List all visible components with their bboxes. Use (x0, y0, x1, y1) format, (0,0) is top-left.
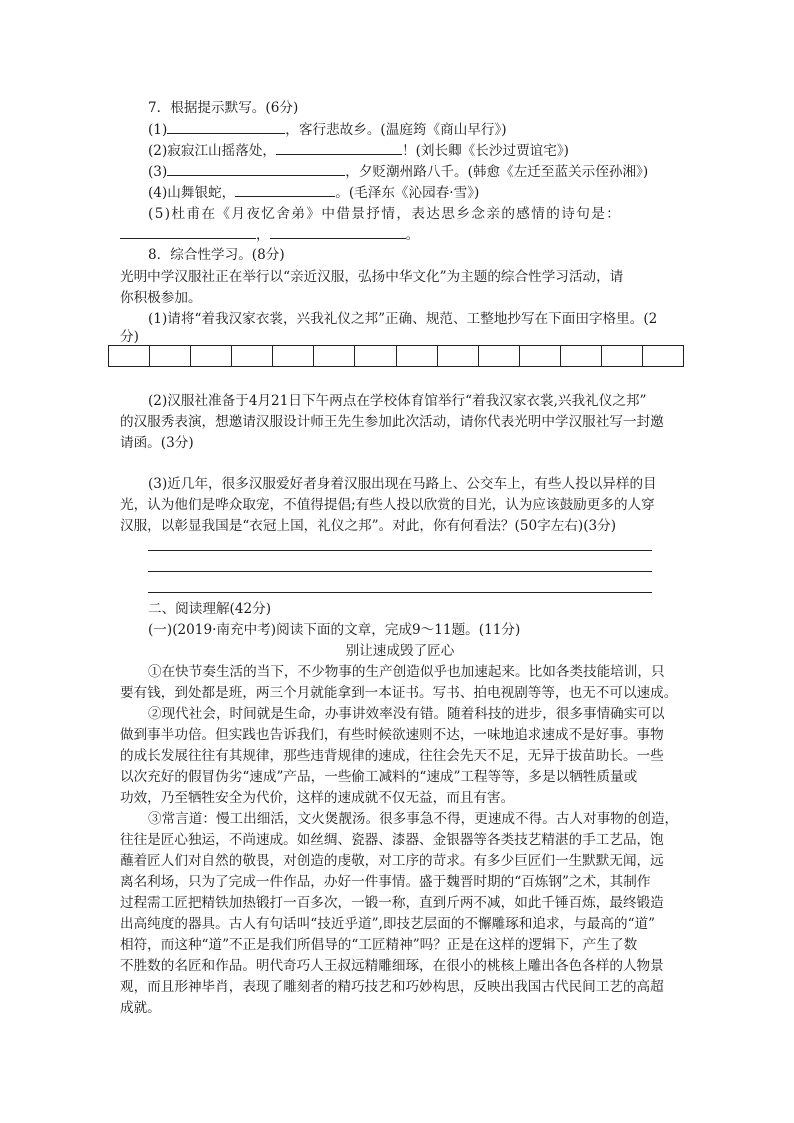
q8-sub3-line: 光，认为他们是哗众取宠，不值得提倡;有些人投以欣赏的目光，认为应该鼓励更多的人穿 (120, 497, 655, 513)
grid-cell[interactable] (643, 346, 683, 366)
article-line: 成就。 (120, 1000, 161, 1016)
q8-heading: 8．综合性学习。(8分) (148, 247, 285, 263)
article-line: 做到事半功倍。但实践也告诉我们，有些时候欲速则不达，一味地追求速成不是好事。事物 (120, 727, 664, 743)
grid-cell[interactable] (232, 346, 273, 366)
q7-item-3 (148, 162, 648, 181)
q7-item-1-text: ，客行悲故乡。(温庭筠《商山早行》) (285, 122, 507, 138)
q8-sub3-line: 汉服，以彰显我国是“衣冠上国，礼仪之邦”。对此，你有何看法？(50字左右)(3分) (120, 518, 617, 534)
section-heading: 二、阅读理解(42分) (148, 601, 272, 617)
article-line: 要有钱，到处都是班，两三个月就能拿到一本证书。写书、拍电视剧等等，也无不可以速成。 (120, 685, 678, 701)
q8-sub1-line: (1)请将“着我汉家衣裳，兴我礼仪之邦”正确、规范、工整地抄写在下面田字格里。(2 (148, 311, 658, 327)
q7-item-5-blanks (120, 225, 419, 244)
q7-item-3-prefix: (3) (148, 164, 168, 180)
grid-cell[interactable] (273, 346, 314, 366)
grid-cell[interactable] (191, 346, 232, 366)
grid-cell[interactable] (561, 346, 602, 366)
article-line: 出高纯度的器具。古人有句话叫“技近乎道”,即技艺层面的不懈雕琢和追求，与最高的“道” (120, 916, 656, 932)
q8-sub1-line: 分) (120, 329, 139, 345)
article-line: ①在快节奏生活的当下，不少物事的生产创造似乎也加速起来。比如各类技能培训，只 (148, 664, 665, 680)
article-line: ③常言道：慢工出细活，文火煲靓汤。很多事急不得，更速成不得。古人对事物的创造， (148, 811, 679, 827)
grid-cell[interactable] (602, 346, 643, 366)
q8-sub2-line: 的汉服秀表演，想邀请汉服设计师王先生参加此次活动，请你代表光明中学汉服社写一封邀 (120, 414, 664, 430)
q7-item-5: (5)杜甫在《月夜忆舍弟》中借景抒情，表达思乡念亲的感情的诗句是： (148, 206, 622, 222)
grid-cell[interactable] (150, 346, 191, 366)
article-line: 功效，乃至牺牲安全为代价，这样的速成就不仅无益，而且有害。 (120, 790, 515, 806)
period: 。 (405, 227, 420, 243)
grid-cell[interactable] (355, 346, 396, 366)
q7-item-1 (148, 120, 507, 139)
article-line: 过程需工匠把精铁加热锻打一百多次，一锻一称，直到斤两不减，如此千锤百炼，最终锻造 (120, 895, 664, 911)
q8-intro-line: 你积极参加。 (120, 290, 202, 306)
separator: ， (256, 227, 270, 243)
q7-item-4 (148, 183, 479, 202)
q7-item-2-prefix: (2)寂寂江山摇落处， (148, 143, 277, 159)
q8-sub2-line: (2)汉服社准备于4月21日下午两点在学校体育馆举行“着我汉家衣裳,兴我礼仪之邦” (148, 393, 647, 409)
answer-blank[interactable] (167, 162, 345, 176)
article-line: 观，而且形神毕肖，表现了雕刻者的精巧技艺和巧妙构思，反映出我国古代民间工艺的高超 (120, 979, 664, 995)
grid-cell[interactable] (520, 346, 561, 366)
grid-cell[interactable] (438, 346, 479, 366)
q7-item-3-text: ，夕贬潮州路八千。(韩愈《左迁至蓝关示侄孙湘》) (345, 164, 649, 180)
article-line: 相符，而这种“道”不正是我们所倡导的“工匠精神”吗？正是在这样的逻辑下，产生了数 (120, 937, 638, 953)
grid-cell[interactable] (479, 346, 520, 366)
article-line: 的成长发展往往有其规律，那些违背规律的速成，往往会先天不足，无异于拔苗助长。一些 (120, 748, 664, 764)
answer-line[interactable] (148, 571, 652, 572)
answer-blank[interactable] (235, 183, 335, 197)
article-line: 以次充好的假冒伪劣“速成”产品，一些偷工减料的“速成”工程等等，多是以牺牲质量或 (120, 769, 638, 785)
answer-blank[interactable] (167, 120, 285, 134)
q8-intro-line: 光明中学汉服社正在举行以“亲近汉服，弘扬中华文化”为主题的综合性学习活动，请 (120, 269, 624, 285)
answer-blank[interactable] (270, 225, 406, 239)
answer-line[interactable] (148, 592, 652, 593)
grid-cell[interactable] (397, 346, 438, 366)
article-line: 离名利场，只为了完成一件作品，办好一件事情。盛于魏晋时期的“百炼钢”之术，其制作 (120, 874, 651, 890)
section-subheading: (一)(2019·南充中考)阅读下面的文章，完成9～11题。(11分) (148, 622, 521, 638)
q8-sub2-line: 请函。(3分) (120, 435, 194, 451)
answer-line[interactable] (148, 550, 652, 551)
article-line: 往往是匠心独运，不尚速成。如丝绸、瓷器、漆器、金银器等各类技艺精湛的手工艺品，饱 (120, 832, 664, 848)
tianzige-grid[interactable] (108, 345, 684, 367)
q7-item-4-text: 。(毛泽东《沁园春·雪》) (335, 185, 480, 201)
q7-item-1-prefix: (1) (148, 122, 168, 138)
answer-blank[interactable] (120, 225, 256, 239)
answer-blank[interactable] (276, 141, 402, 155)
grid-cell[interactable] (109, 346, 150, 366)
q7-heading: 7．根据提示默写。(6分) (148, 100, 299, 116)
grid-cell[interactable] (314, 346, 355, 366)
q7-item-2-text: ！(刘长卿《长沙过贾谊宅》) (402, 143, 569, 159)
article-line: 不胜数的名匠和作品。明代奇巧人王叔远精雕细琢，在很小的桃核上雕出各色各样的人物景 (120, 958, 664, 974)
q8-sub3-line: (3)近几年，很多汉服爱好者身着汉服出现在马路上、公交车上，有些人投以异样的目 (148, 476, 657, 492)
q7-item-2 (148, 141, 569, 160)
article-line: ②现代社会，时间就是生命，办事讲效率没有错。随着科技的进步，很多事情确实可以 (148, 706, 665, 722)
article-line: 蘸着匠人们对自然的敬畏，对创造的虔敬，对工序的苛求。有多少巨匠们一生默默无闻，远 (120, 853, 664, 869)
article-title: 别让速成毁了匠心 (345, 643, 455, 659)
q7-item-4-prefix: (4)山舞银蛇， (148, 185, 236, 201)
